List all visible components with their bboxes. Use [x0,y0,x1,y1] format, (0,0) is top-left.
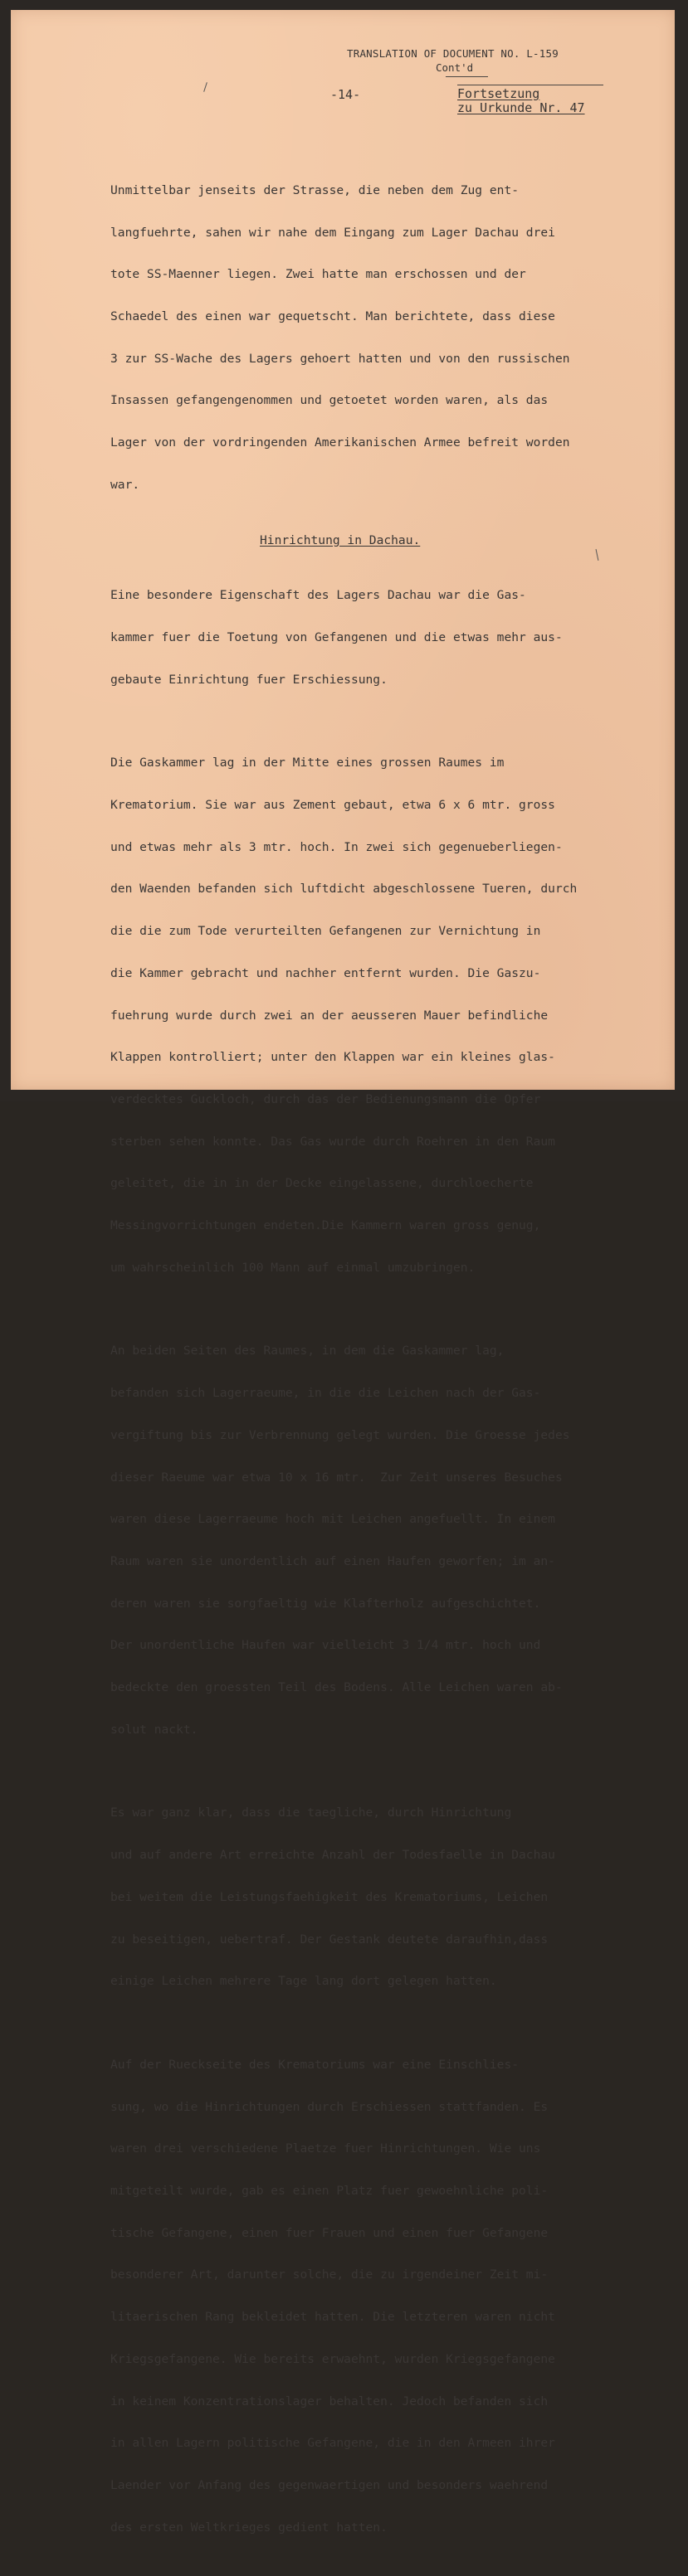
text-line: litaerischen Rang bekleidet hatten. Die letzteren waren nicht [110,2310,555,2325]
text-line: kammer fuer die Toetung von Gefangenen und die etwas mehr aus- [110,630,563,644]
text-line: mitgeteilt wurde, gab es einen Platz fuer gewoehnliche poli- [110,2183,549,2198]
text-line: Messingvorrichtungen endeten.Die Kammern waren gross genug, [110,1218,541,1233]
text-line: solut nackt. [110,1722,198,1737]
text-line: zu beseitigen, uebertraf. Der Gestank deutete daraufhin,dass [110,1932,549,1947]
section-heading: Hinrichtung in Dachau. [260,532,421,547]
paragraph-storage-rooms [110,1317,642,1766]
text-line: und etwas mehr als 3 mtr. hoch. In zwei sich gegenueberliegen- [110,839,563,854]
continued-label: Cont'd [436,61,474,74]
document-title: TRANSLATION OF DOCUMENT NO. L-159 [347,47,559,60]
text-line: verdecktes Guckloch, durch das der Bedienungsmann die Opfer [110,1092,541,1106]
text-line: und auf andere Art erreichte Anzahl der Todesfaelle in Dachau [110,1848,555,1863]
text-line: befanden sich Lagerraeume, in die die Leichen nach der Gas- [110,1386,541,1401]
document-page [11,10,675,2535]
text-line: tote SS-Maenner liegen. Zwei hatte man erschossen und der [110,267,526,282]
text-line: Die Gaskammer lag in der Mitte eines grossen Raumes im [110,756,505,770]
text-line: den Waenden befanden sich luftdicht abgeschlossene Tueren, durch [110,882,578,897]
text-line: Kriegsgefangene. Wie bereits erwaehnt, wurden Kriegsgefangene [110,2351,555,2366]
text-line: geleitet, die in in der Decke eingelassene, durchloecherte [110,1176,534,1191]
text-line: dieser Raeume war etwa 10 x 16 mtr. Zur Zeit unseres Besuches [110,1470,563,1485]
text-line: Klappen kontrolliert; unter den Klappen war ein kleines glas- [110,1050,555,1065]
text-line: in keinem Konzentrationslager behalten. Jedoch befanden sich [110,2394,549,2408]
text-line: vergiftung bis zur Verbrennung gelegt wurden. Die Groesse jedes [110,1427,570,1442]
text-line: die Kammer gebracht und nachher entfernt wurden. Die Gaszu- [110,965,541,980]
text-line: Insassen gefangengenommen und getoetet worden waren, als das [110,393,549,408]
text-line: des ersten Weltkrieges gedient hatten. [110,2520,388,2535]
pen-mark [203,82,207,92]
text-line: gebaute Einrichtung fuer Erschiessung. [110,672,388,687]
text-line: einige Leichen mehrere Tage lang dort gelegen hatten. [110,1974,497,1989]
paragraph-gas-chamber-intro [110,561,642,715]
text-line: Lager von der vordringenden Amerikanischen Armee befreit worden [110,435,570,450]
paragraph-gas-chamber [110,728,642,1303]
text-line: Eine besondere Eigenschaft des Lagers Dachau war die Gas- [110,588,526,603]
reference-line-1: Fortsetzung [457,86,540,101]
paragraph-liberation [110,156,642,521]
text-line: Auf der Rueckseite des Krematoriums war eine Einschlies- [110,2057,520,2072]
text-line: Unmittelbar jenseits der Strasse, die neben dem Zug ent- [110,182,520,197]
text-line: Es war ganz klar, dass die taegliche, durch Hinrichtung [110,1806,512,1820]
text-line: um wahrscheinlich 100 Mann auf einmal umzubringen. [110,1260,476,1275]
text-line: sterben sehen konnte. Das Gas wurde durch Roehren in den Raum [110,1134,555,1149]
paragraph-executions [110,2030,642,2563]
text-line: bei weitem die Leistungsfaehigkeit des Krematoriums, Leichen [110,1889,549,1904]
header-underline [446,76,488,77]
text-line: die die zum Tode verurteilten Gefangenen zur Vernichtung in [110,924,541,939]
reference-line-2: zu Urkunde Nr. 47 [457,100,585,115]
text-line: Raum waren sie unordentlich auf einen Haufen geworfen; im an- [110,1554,555,1568]
text-line: Krematorium. Sie war aus Zement gebaut, etwa 6 x 6 mtr. gross [110,797,555,812]
text-line: in allen Lagern politische Gefangene, die in den Armeen ihrer [110,2436,555,2451]
text-line: deren waren sie sorgfaeltig wie Klafterholz aufgeschichtet. [110,1596,541,1611]
text-line: An beiden Seiten des Raumes, in dem die Gaskammer lag, [110,1344,505,1358]
text-line: waren diese Lagerraeume hoch mit Leichen angefuellt. In einem [110,1512,555,1527]
text-line: Schaedel des einen war gequetscht. Man berichtete, dass diese [110,309,555,323]
document-body [110,156,642,2576]
text-line: waren drei verschiedene Plaetze fuer Hinrichtungen. Wie uns [110,2141,541,2156]
paragraph-death-rate [110,1779,642,2017]
text-line: Laender vor Anfang des gegenwaertigen und besonders waehrend [110,2478,549,2492]
text-line: war. [110,477,140,492]
text-line: 3 zur SS-Wache des Lagers gehoert hatten und von den russischen [110,351,570,366]
text-line: tische Gefangene, einen fuer Frauen und einen fuer Gefangene [110,2225,549,2240]
text-line: fuehrung wurde durch zwei an der aeusseren Mauer befindliche [110,1008,549,1023]
text-line: bedeckte den groessten Teil des Bodens. Alle Leichen waren ab- [110,1680,563,1695]
text-line: sung, wo die Hinrichtungen durch Erschiessen stattfanden. Es [110,2099,549,2114]
text-line: besonderer Art, darunter solche, die zu irgendeiner Zeit mi- [110,2267,549,2282]
text-line: Der unordentliche Haufen war vielleicht 3 1/4 mtr. hoch und [110,1638,541,1653]
page-number: -14- [330,87,361,102]
text-line: langfuehrte, sahen wir nahe dem Eingang zum Lager Dachau drei [110,225,555,240]
